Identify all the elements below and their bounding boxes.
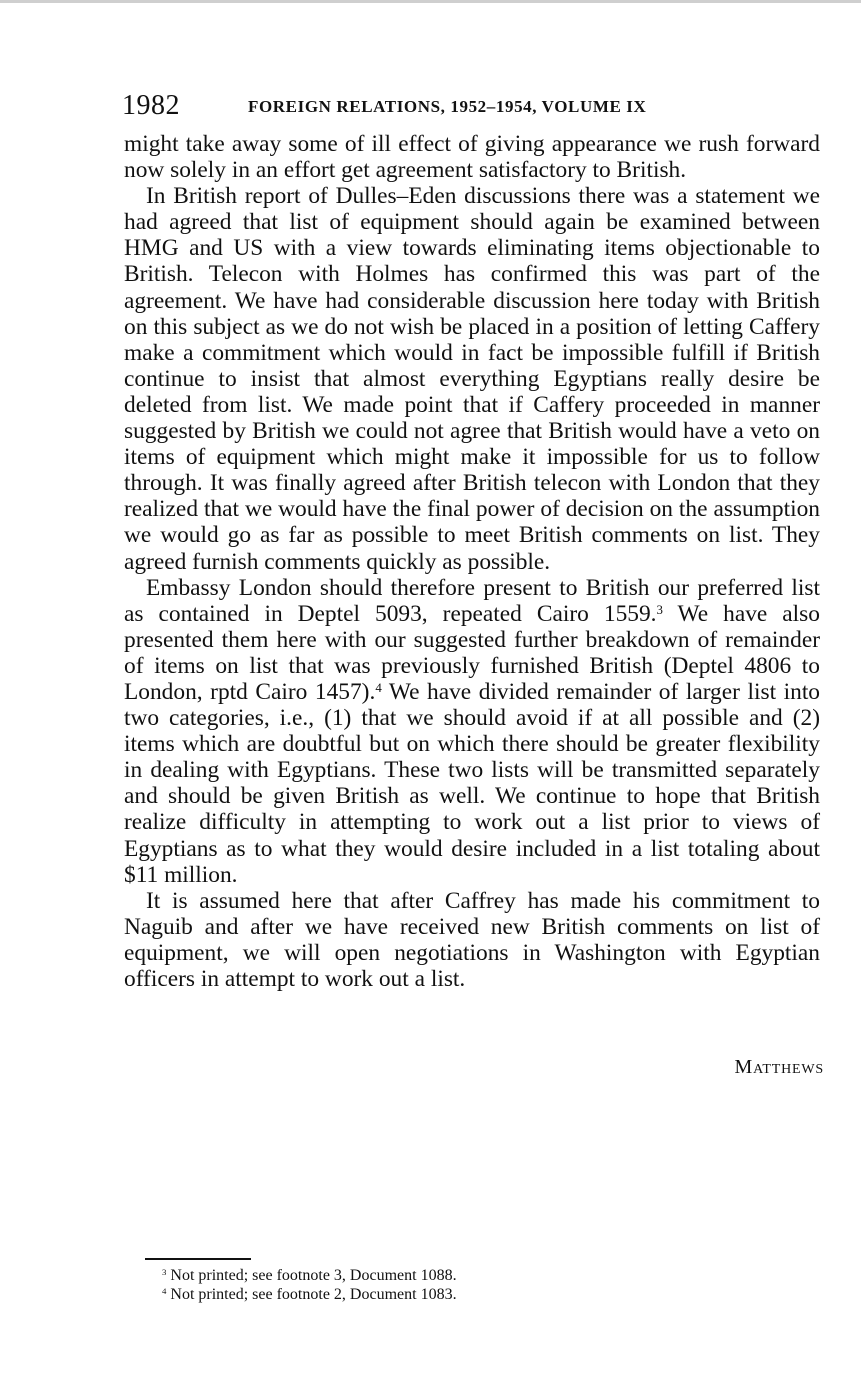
paragraph-3 (124, 575, 820, 888)
paragraph-3-part-3: We have divided remainder of larger list into two categories, i.e., (1) that we should avoid if at all possible and (2) items which are doubtful but on which there should be greater flexibility in dealing with Egyptians. These two lists will be transmitted separately and should be given British as well. We continue to hope that British realize difficulty in attempting to work out a list prior to views of Egyptians as to what they would desire included in a list totaling about $11 million. (124, 678, 821, 888)
signature: Matthews (734, 1056, 824, 1078)
paragraph-4: It is assumed here that after Caffrey has made his commitment to Naguib and after we have received new British comments on list of equipment, we will open negotiations in Washington with Egyptian officers in attempt to work out a list. (124, 887, 820, 992)
page-number: 1982 (122, 90, 180, 121)
footnotes (162, 1266, 782, 1304)
footnote-3 (162, 1266, 782, 1285)
page-header (122, 90, 822, 122)
paragraph-3-part-1: Embassy London should therefore present to British our preferred list as contained in Deptel 5093, repeated Cairo 1559. (124, 574, 820, 627)
footnote-text: Not printed; see footnote 3, Document 1088. (166, 1267, 457, 1284)
top-edge-divider (0, 0, 861, 3)
footnote-marker: 3 (162, 1267, 167, 1278)
footnote-ref-3: 3 (656, 602, 663, 617)
footnote-marker: 4 (162, 1286, 167, 1297)
paragraph-2: In British report of Dulles–Eden discussions there was a statement we had agreed that list of equipment should again be examined between HMG and US with a view towards eliminating items objectionable to British. Telecon with Holmes has confirmed this was part of the agreement. We have had considerable discussion here today with British on this subject as we do not wish be placed in a position of letting Caffery make a commitment which would in fact be impossible fulfill if British continue to insist that almost everything Egyptians really desire be deleted from list. We made point that if Caffery proceeded in manner suggested by British we could not agree that British would have a veto on items of equipment which might make it impossible for us to follow through. It was finally agreed after British telecon with London that they realized that we would have the final power of decision on the assumption we would go as far as possible to meet British comments on list. They agreed furnish comments quickly as possible. (124, 183, 820, 575)
document-body (124, 131, 820, 992)
footnote-ref-4: 4 (375, 680, 382, 695)
footnote-text: Not printed; see footnote 2, Document 1083. (166, 1286, 457, 1303)
running-head: FOREIGN RELATIONS, 1952–1954, VOLUME IX (248, 97, 647, 116)
paragraph-3-part-2: We have also presented them here with our suggested further breakdown of remainder of items on list that was previously furnished British (Deptel 4806 to London, rptd Cairo 1457). (124, 600, 820, 705)
paragraph-1: might take away some of ill effect of giving appearance we rush forward now solely in an effort get agreement satisfactory to British. (124, 131, 820, 184)
footnote-4 (162, 1285, 782, 1304)
footnote-divider (145, 1258, 251, 1260)
